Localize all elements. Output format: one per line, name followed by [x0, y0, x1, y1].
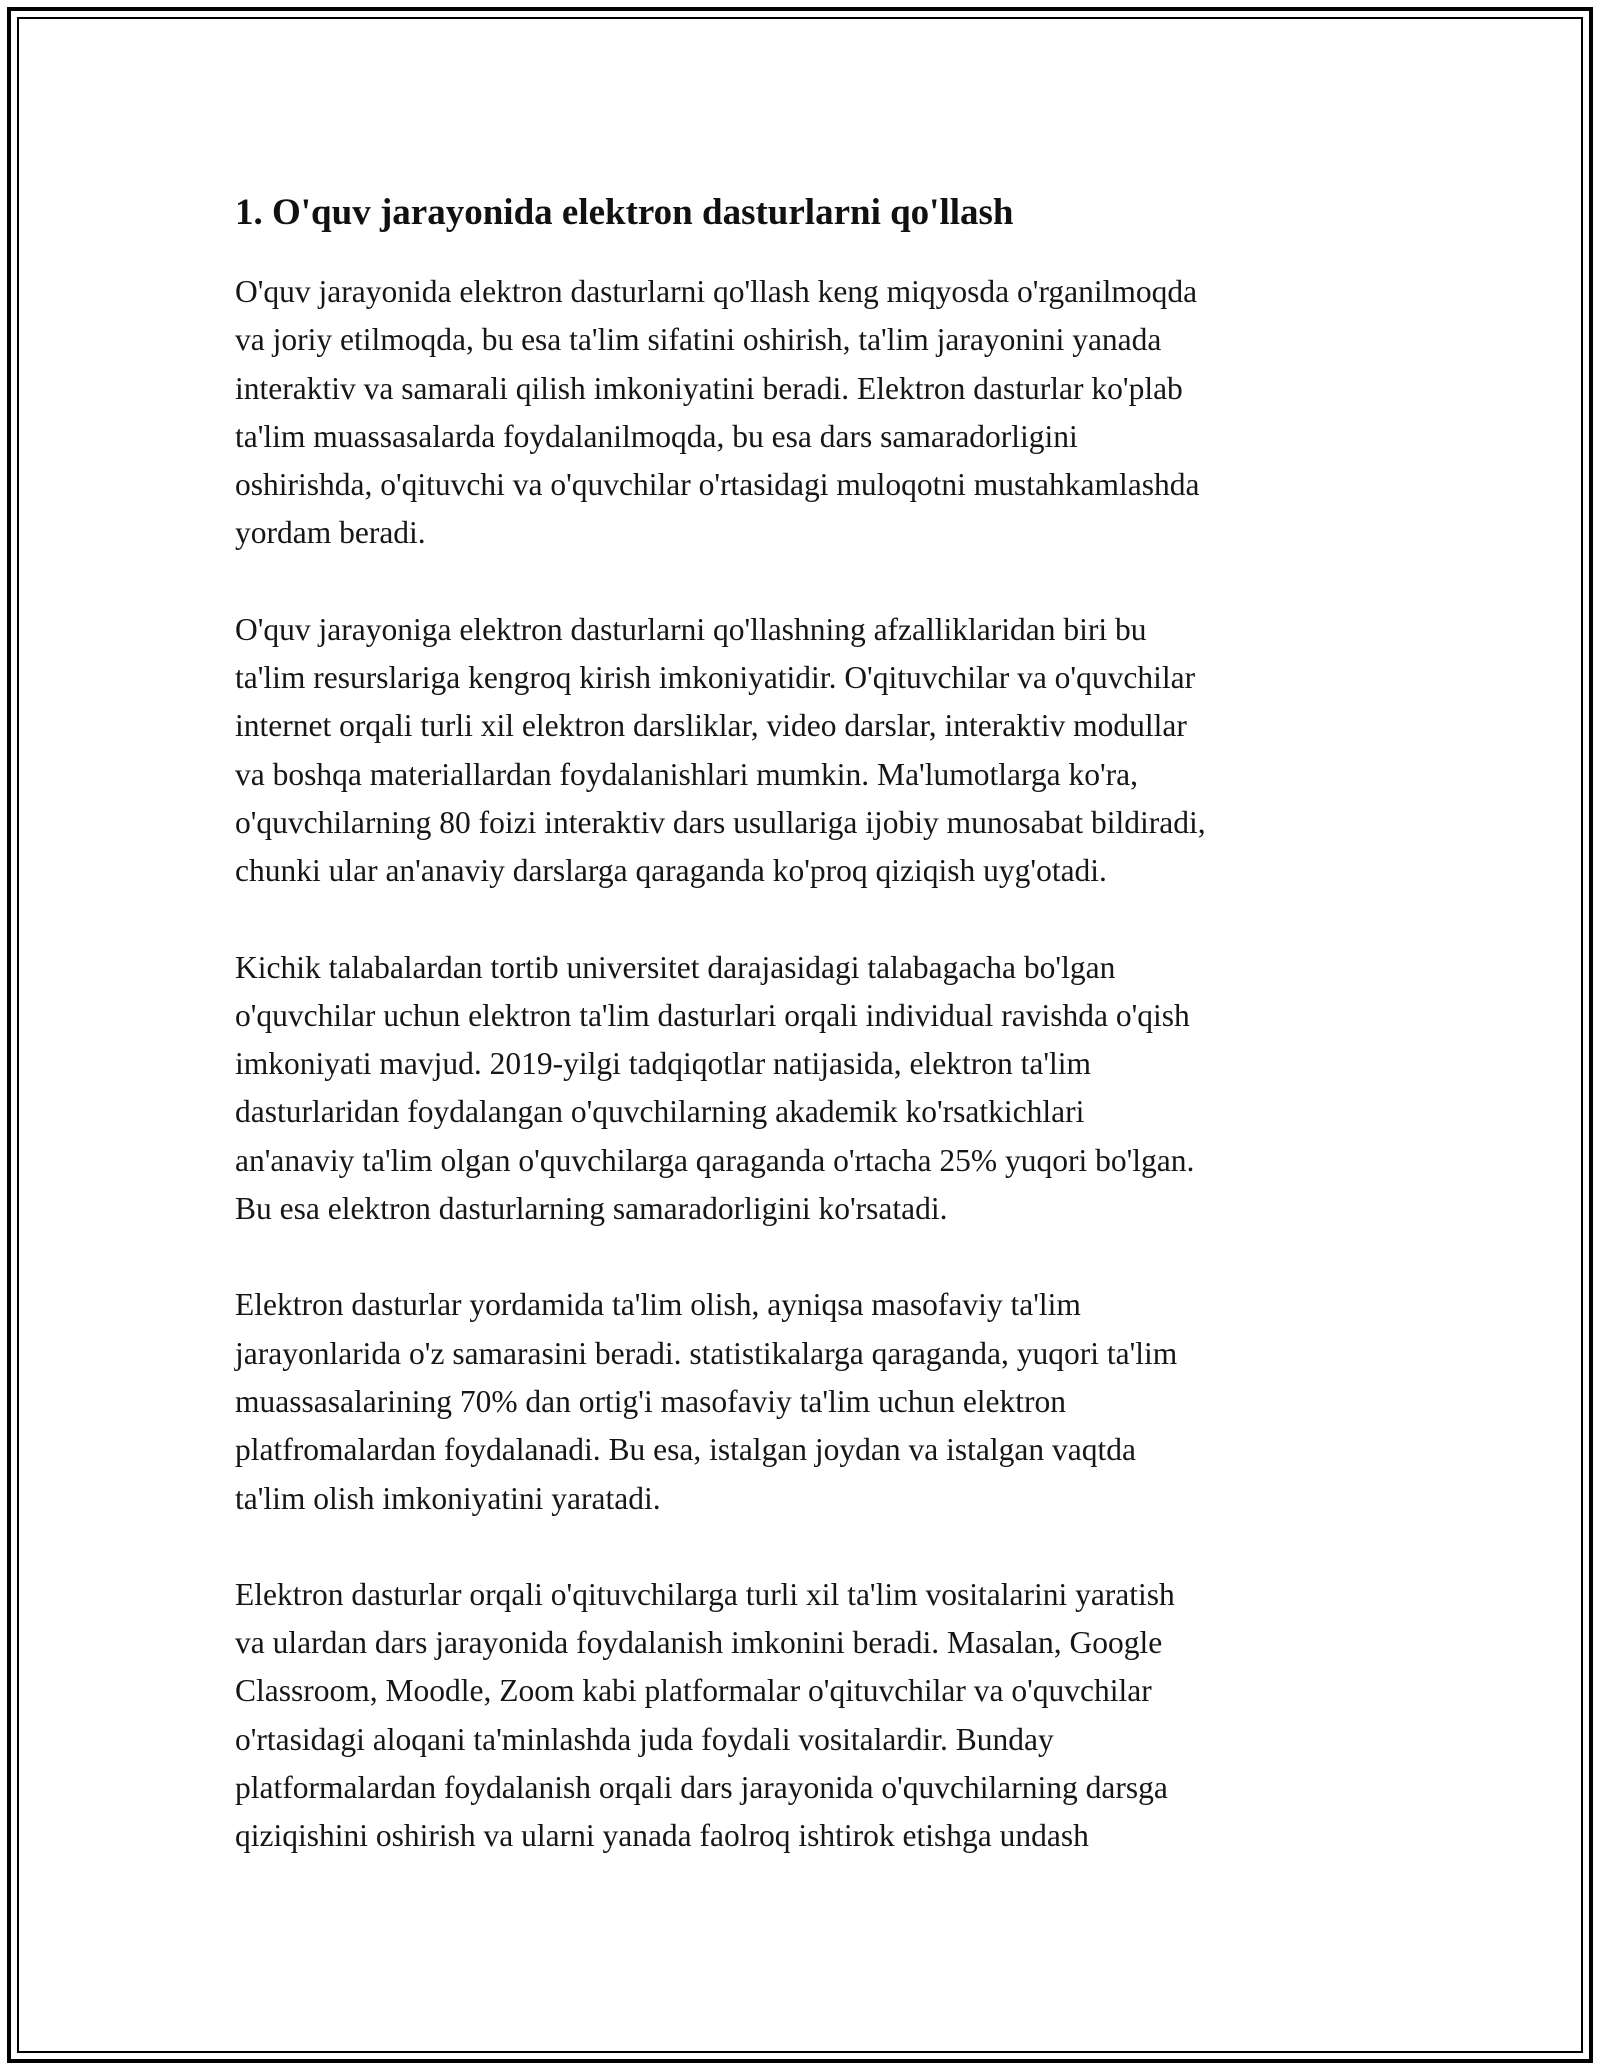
document-body — [235, 186, 1375, 1909]
paragraph-1: O'quv jarayonida elektron dasturlarni qo'llash keng miqyosda o'rganilmoqda va joriy etilmoqda, bu esa ta'lim sifatini oshirish, ta'lim jarayonini yanada interaktiv va samarali qilish imkoniyatini beradi. Elektron dasturlar ko'plab ta'lim muassasalarda foydalanilmoqda, bu esa dars samaradorligini oshirishda, o'qituvchi va o'quvchilar o'rtasidagi muloqotni mustahkamlashda yordam beradi. — [235, 274, 1200, 551]
paragraph-4: Elektron dasturlar yordamida ta'lim olish, ayniqsa masofaviy ta'lim jarayonlarida o'z samarasini beradi. statistikalarga qaraganda, yuqori ta'lim muassasalarining 70% dan ortig'i masofaviy ta'lim uchun elektron platfromalardan foydalanadi. Bu esa, istalgan joydan va istalgan vaqtda ta'lim olish imkoniyatini yaratadi. — [235, 1287, 1178, 1516]
paragraph-2: O'quv jarayoniga elektron dasturlarni qo'llashning afzalliklaridan biri bu ta'lim resurslariga kengroq kirish imkoniyatidir. O'qituvchilar va o'quvchilar internet orqali turli xil elektron darsliklar, video darslar, interaktiv modullar va boshqa materiallardan foydalanishlari mumkin. Ma'lumotlarga ko'ra, o'quvchilarning 80 foizi interaktiv dars usullariga ijobiy munosabat bildiradi, chunki ular an'anaviy darslarga qaraganda ko'proq qiziqish uyg'otadi. — [235, 611, 1206, 889]
section-heading: 1. O'quv jarayonida elektron dasturlarni qo'llash — [235, 192, 1014, 233]
paragraph-5: Elektron dasturlar orqali o'qituvchilarga turli xil ta'lim vositalarini yaratish va ulardan dars jarayonida foydalanish imkonini beradi. Masalan, Google Classroom, Moodle, Zoom kabi platformalar o'qituvchilar va o'quvchilar o'rtasidagi aloqani ta'minlashda juda foydali vositalardir. Bunday platformalardan foydalanish orqali dars jarayonida o'quvchilarning darsga qiziqishini oshirish va ularni yanada faolroq ishtirok etishga undash — [235, 1576, 1175, 1854]
paragraph-3: Kichik talabalardan tortib universitet darajasidagi talabagacha bo'lgan o'quvchilar uchun elektron ta'lim dasturlari orqali individual ravishda o'qish imkoniyati mavjud. 2019-yilgi tadqiqotlar natijasida, elektron ta'lim dasturlaridan foydalangan o'quvchilarning akademik ko'rsatkichlari an'anaviy ta'lim olgan o'quvchilarga qaraganda o'rtacha 25% yuqori bo'lgan. Bu esa elektron dasturlarning samaradorligini ko'rsatadi. — [235, 949, 1195, 1227]
